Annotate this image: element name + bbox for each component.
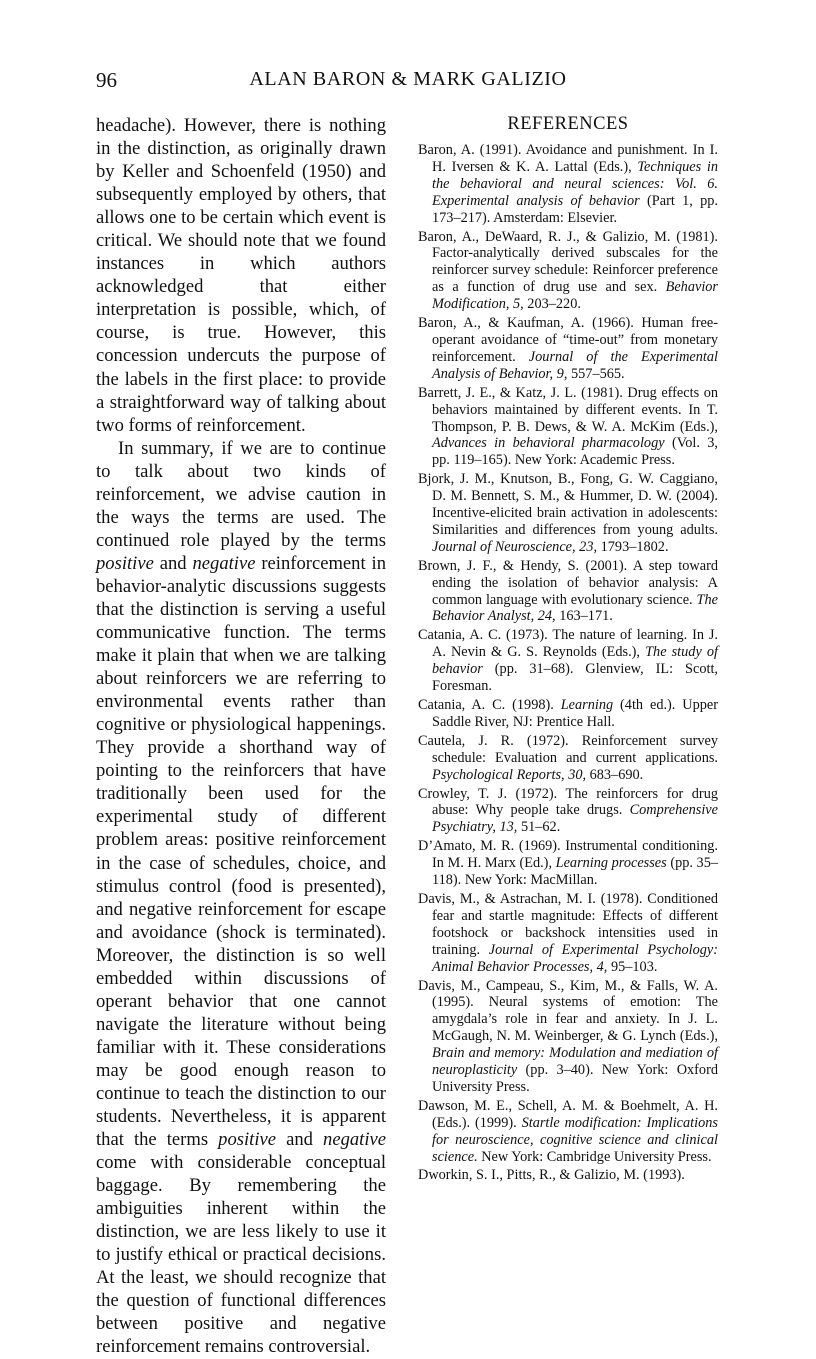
ref-italic: The Behavior Analyst, 24,	[432, 591, 718, 625]
ref-text: (pp. 35–118). New York: MacMillan.	[432, 855, 718, 889]
ref-italic: Psychological Reports, 30,	[432, 766, 587, 783]
reference-davis-1978	[418, 891, 718, 976]
body-paragraph-2	[96, 437, 386, 1359]
ref-text: 95–103.	[607, 958, 658, 975]
ref-text: Crowley, T. J. (1972). The reinforcers for drug abuse: Why people take drugs.	[418, 785, 718, 819]
reference-bjork-2004	[418, 471, 718, 556]
reference-dworkin-1993	[418, 1167, 718, 1184]
ref-text: Bjork, J. M., Knutson, B., Fong, G. W. Caggiano, D. M. Bennett, S. M., & Hummer, D. W. (2004). Incentive-elicited brain activation in adolescents: Similarities and differences from young adults.	[418, 471, 718, 538]
ref-text: (Part 1, pp. 173–217). Amsterdam: Elsevier.	[432, 192, 718, 226]
reference-barrett-1981	[418, 385, 718, 470]
references-list	[418, 142, 718, 1186]
text-run: reinforcement in behavior-analytic discussions suggests that the distinction is serving a useful communicative function. The terms make it plain that when we are talking about reinforcers we are referring to environmental events rather than cognitive or physiological happenings. They provide a shorthand way of pointing to the reinforcers that have traditionally been used for the experimental study of different problem areas: positive reinforcement in the case of schedules, choice, and stimulus control (food is presented), and negative reinforcement for escape and avoidance (shock is terminated). Moreover, the distinction is so well embedded within discussions of operant behavior that one cannot navigate the literature without being familiar with it. These considerations may be good enough reason to continue to teach the distinction to our students. Nevertheless, it is apparent that the terms	[96, 552, 386, 1151]
ref-text: 683–690.	[586, 766, 644, 783]
ref-text: 51–62.	[517, 819, 561, 836]
reference-catania-1998	[418, 697, 718, 731]
reference-davis-1995	[418, 978, 718, 1096]
reference-crowley-1972	[418, 786, 718, 837]
ref-text: D’Amato, M. R. (1969). Instrumental conditioning. In M. H. Marx (Ed.),	[418, 838, 718, 872]
ref-italic: The study of behavior	[432, 644, 719, 678]
text-run: come with considerable conceptual baggage. By remembering the ambiguities inherent within the distinction, we are less likely to use it to justify ethical or practical decisions. At the least, we should recognize that the question of functional differences between positive and negative reinforcement remains controversial.	[96, 1152, 386, 1358]
text-run: headache). However, there is nothing in the distinction, as originally drawn by Keller and Schoenfeld (1950) and subsequently employed by others, that allows one to be certain which event is critical. We should note that we found instances in which authors acknowledged that either interpretation is possible, which, of course, is true. However, this concession undercuts the purpose of the labels in the first place: to provide a straightforward way of talking about two forms of reinforcement.	[96, 115, 386, 436]
ref-text: Catania, A. C. (1973). The nature of learning. In J. A. Nevin & G. S. Reynolds (Eds.),	[418, 627, 718, 661]
ref-italic: Startle modification: Implications for neuroscience, cognitive science and clinical science.	[432, 1114, 718, 1165]
ref-text: 557–565.	[567, 365, 625, 382]
page-header	[96, 68, 720, 98]
ref-italic: Behavior Modification, 5,	[432, 279, 718, 313]
ref-text: Barrett, J. E., & Katz, J. L. (1981). Drug effects on behaviors maintained by different events. In T. Thompson, P. B. Dews, & W. A. McKim (Eds.),	[418, 384, 718, 435]
ref-text: 1793–1802.	[597, 538, 669, 555]
ref-text: New York: Cambridge University Press.	[477, 1148, 712, 1165]
ref-italic: Comprehensive Psychiatry, 13,	[432, 802, 718, 836]
ref-text: Catania, A. C. (1998).	[418, 697, 561, 713]
ref-italic: Advances in behavioral pharmacology	[432, 435, 665, 452]
references-heading: REFERENCES	[507, 114, 629, 134]
body-paragraph-1	[96, 114, 386, 437]
ref-text: Brown, J. F., & Hendy, S. (2001). A step toward ending the isolation of behavior analysis: A common language with evolutionary science.	[418, 557, 718, 608]
reference-baron-1966	[418, 315, 718, 383]
text-run: In summary, if we are to continue to talk about two kinds of reinforcement, we advise caution in the ways the terms are used. The continued role played by the terms	[96, 437, 386, 551]
italic-term: positive	[96, 552, 154, 574]
page-number: 96	[96, 68, 117, 92]
text-run: and	[276, 1129, 324, 1151]
reference-baron-1981	[418, 229, 718, 314]
ref-text: Dworkin, S. I., Pitts, R., & Galizio, M. (1993).	[418, 1167, 685, 1184]
italic-term: negative	[192, 552, 256, 574]
italic-term: positive	[218, 1129, 276, 1151]
ref-italic: Journal of Experimental Psychology: Animal Behavior Processes, 4,	[432, 941, 718, 975]
ref-text: 203–220.	[523, 296, 581, 313]
ref-text: Cautela, J. R. (1972). Reinforcement survey schedule: Evaluation and current applications.	[418, 732, 718, 766]
ref-text: (pp. 3–40). New York: Oxford University Press.	[432, 1062, 718, 1095]
reference-dawson-1999	[418, 1098, 718, 1166]
ref-italic: Techniques in the behavioral and neural sciences: Vol. 6. Experimental analysis of behavior	[432, 158, 718, 209]
ref-italic: Learning	[560, 697, 614, 713]
reference-damato-1969	[418, 838, 718, 889]
ref-italic: Journal of the Experimental Analysis of Behavior, 9,	[432, 348, 718, 382]
ref-text: Baron, A., & Kaufman, A. (1966). Human free-operant avoidance of “time-out” from monetary reinforcement.	[418, 315, 718, 365]
ref-italic: Journal of Neuroscience, 23,	[432, 538, 598, 555]
text-run: and	[153, 552, 193, 574]
ref-text: (4th ed.). Upper Saddle River, NJ: Prentice Hall.	[432, 697, 718, 730]
ref-italic: Learning processes	[555, 855, 667, 872]
ref-text: Davis, M., & Astrachan, M. I. (1978). Conditioned fear and startle magnitude: Effects of different footshock or backshock intensities used in training.	[418, 890, 718, 958]
reference-baron-1991	[418, 142, 718, 227]
ref-text: 163–171.	[555, 608, 613, 625]
ref-text: Davis, M., Campeau, S., Kim, M., & Falls, W. A. (1995). Neural systems of emotion: The amygdala’s role in fear and anxiety. In J. L. McGaugh, N. M. Weinberger, & G. Lynch (Eds.),	[418, 977, 718, 1045]
reference-cautela-1972	[418, 733, 718, 784]
running-head: ALAN BARON & MARK GALIZIO	[249, 68, 567, 90]
italic-term: negative	[323, 1129, 386, 1151]
body-text-column	[96, 114, 386, 1359]
reference-brown-2001	[418, 558, 718, 626]
reference-catania-1973	[418, 627, 718, 695]
ref-text: Dawson, M. E., Schell, A. M. & Boehmelt, A. H. (Eds.). (1999).	[418, 1097, 718, 1131]
ref-text: Baron, A., DeWaard, R. J., & Galizio, M. (1981). Factor-analytically derived subscales for the reinforcer survey schedule: Reinforcer preference as a function of drug use and sex.	[418, 228, 718, 296]
ref-text: (Vol. 3, pp. 119–165). New York: Academic Press.	[432, 435, 718, 469]
ref-text: (pp. 31–68). Glenview, IL: Scott, Foresman.	[432, 661, 718, 695]
ref-italic: Brain and memory: Modulation and mediation of neuroplasticity	[432, 1045, 718, 1079]
ref-text: Baron, A. (1991). Avoidance and punishment. In I. H. Iversen & K. A. Lattal (Eds.),	[418, 142, 718, 175]
